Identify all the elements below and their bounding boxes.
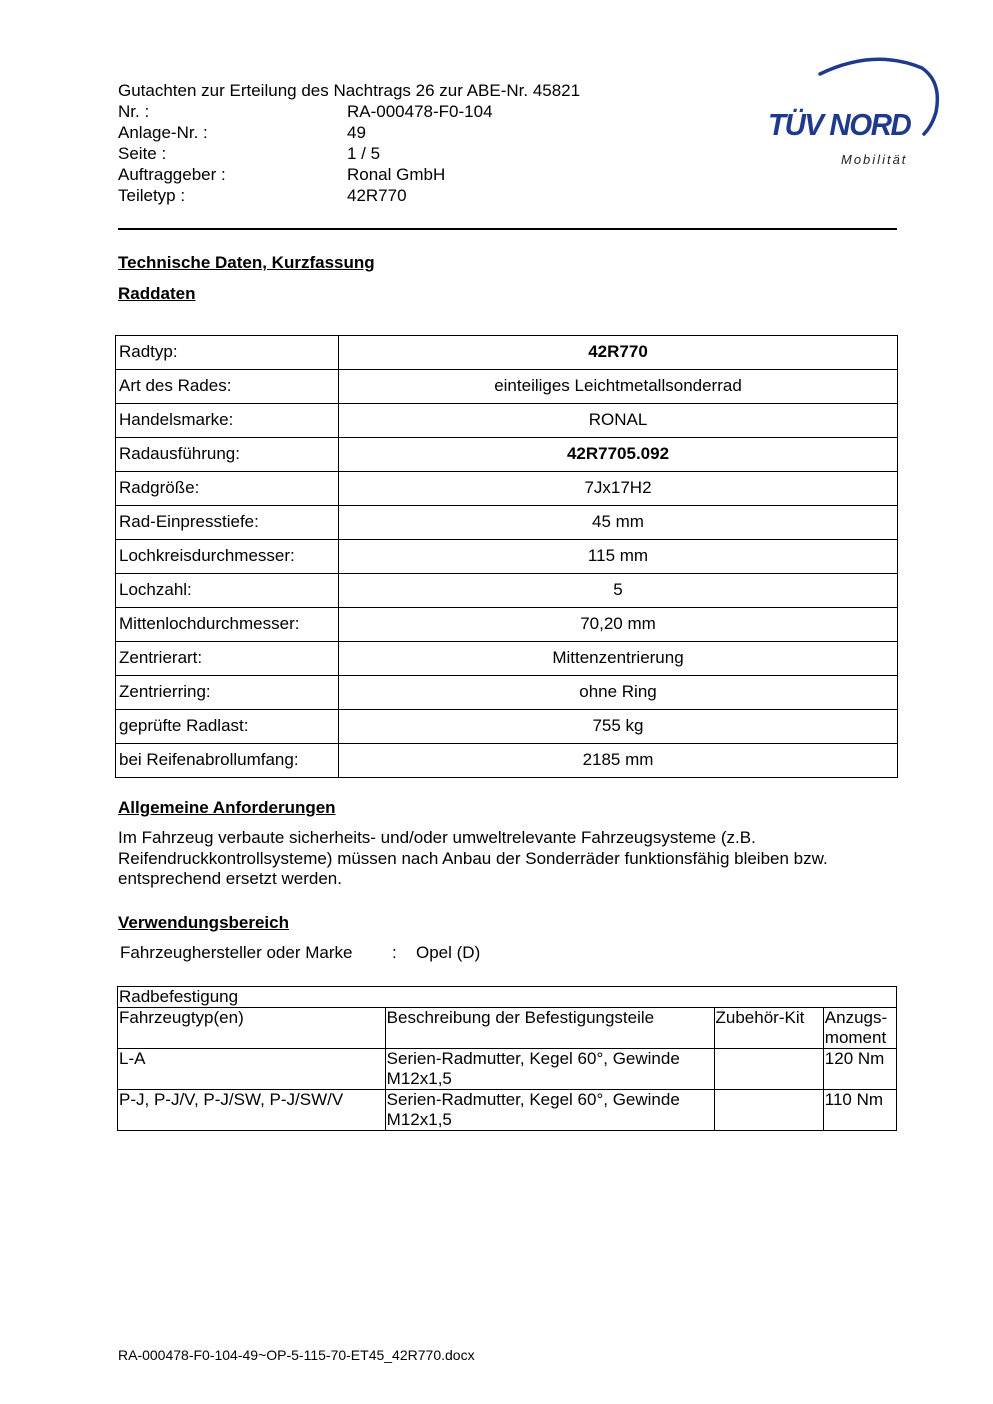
header-value: RA-000478-F0-104 xyxy=(347,101,493,121)
row-value: RONAL xyxy=(339,404,898,438)
table-row xyxy=(116,574,898,608)
table-row xyxy=(116,370,898,404)
row-value: 42R7705.092 xyxy=(339,438,898,472)
table-row xyxy=(116,608,898,642)
header-title: Gutachten zur Erteilung des Nachtrags 26 zur ABE-Nr. 45821 xyxy=(118,81,581,100)
befestigung-row xyxy=(118,1049,897,1090)
header-label: Auftraggeber : xyxy=(118,164,226,184)
table-row xyxy=(116,404,898,438)
header-row-nr xyxy=(118,102,678,123)
header-label: Anlage-Nr. : xyxy=(118,122,208,142)
fahrzeug-separator: : xyxy=(392,943,397,962)
table-row xyxy=(116,744,898,778)
header-value: 42R770 xyxy=(347,185,407,205)
row-value: 755 kg xyxy=(339,710,898,744)
fahrzeug-row xyxy=(120,943,480,964)
row-label: Lochzahl: xyxy=(116,574,339,608)
header-fahrzeugtyp: Fahrzeugtyp(en) xyxy=(118,1008,386,1049)
section-raddaten: Raddaten xyxy=(118,284,196,303)
cell-anzugsmoment: 120 Nm xyxy=(823,1049,896,1090)
footer-filename: RA-000478-F0-104-49~OP-5-115-70-ET45_42R770.docx xyxy=(118,1347,475,1363)
befestigung-title-row xyxy=(118,987,897,1008)
row-label: Lochkreisdurchmesser: xyxy=(116,540,339,574)
table-row xyxy=(116,710,898,744)
cell-beschreibung: Serien-Radmutter, Kegel 60°, Gewinde M12x1,5 xyxy=(385,1090,714,1131)
row-label: Art des Rades: xyxy=(116,370,339,404)
row-value: 115 mm xyxy=(339,540,898,574)
header-divider xyxy=(118,228,897,230)
header-value: 1 / 5 xyxy=(347,143,381,163)
row-value: 7Jx17H2 xyxy=(339,472,898,506)
row-label: geprüfte Radlast: xyxy=(116,710,339,744)
header-row-seite xyxy=(118,144,678,165)
header-zubehoer-kit: Zubehör-Kit xyxy=(714,1008,823,1049)
header-value: Ronal GmbH xyxy=(347,164,446,184)
row-value: 42R770 xyxy=(339,336,898,370)
befestigung-title: Radbefestigung xyxy=(118,987,897,1008)
section-technische-daten: Technische Daten, Kurzfassung xyxy=(118,253,375,272)
row-label: Handelsmarke: xyxy=(116,404,339,438)
header-label: Teiletyp : xyxy=(118,185,186,205)
row-label: Radtyp: xyxy=(116,336,339,370)
header-anzugsmoment: Anzugs-moment xyxy=(823,1008,896,1049)
row-label: Radausführung: xyxy=(116,438,339,472)
cell-zubehoer-kit xyxy=(714,1090,823,1131)
header-value: 49 xyxy=(347,122,366,142)
cell-anzugsmoment: 110 Nm xyxy=(823,1090,896,1131)
cell-fahrzeugtyp: L-A xyxy=(118,1049,386,1090)
header-beschreibung: Beschreibung der Befestigungsteile xyxy=(385,1008,714,1049)
header-row-auftraggeber xyxy=(118,165,678,186)
header-label: Nr. : xyxy=(118,101,150,121)
table-row xyxy=(116,540,898,574)
tuv-nord-logo xyxy=(764,56,944,176)
row-value: 45 mm xyxy=(339,506,898,540)
row-value: 70,20 mm xyxy=(339,608,898,642)
row-value: einteiliges Leichtmetallsonderrad xyxy=(339,370,898,404)
row-label: bei Reifenabrollumfang: xyxy=(116,744,339,778)
cell-beschreibung: Serien-Radmutter, Kegel 60°, Gewinde M12x1,5 xyxy=(385,1049,714,1090)
befestigung-header-row xyxy=(118,1008,897,1049)
row-value: 5 xyxy=(339,574,898,608)
row-label: Zentrierart: xyxy=(116,642,339,676)
logo-wordmark: TÜV NORD xyxy=(768,107,911,142)
table-row xyxy=(116,472,898,506)
raddaten-table xyxy=(115,335,898,778)
befestigung-row xyxy=(118,1090,897,1131)
header-row-anlage xyxy=(118,123,678,144)
table-row xyxy=(116,438,898,472)
allgemeine-text: Im Fahrzeug verbaute sicherheits- und/oder umweltrelevante Fahrzeugsysteme (z.B. Reifendruckkontrollsysteme) müssen nach Anbau der Sonderräder funktionsfähig bleiben bzw. entsprechend ersetzt werden. xyxy=(118,828,828,889)
table-row xyxy=(116,506,898,540)
row-label: Zentrierring: xyxy=(116,676,339,710)
logo-subtitle: Mobilität xyxy=(841,152,908,167)
section-verwendung: Verwendungsbereich xyxy=(118,913,289,932)
befestigung-table xyxy=(117,986,897,1131)
row-label: Radgröße: xyxy=(116,472,339,506)
table-row xyxy=(116,336,898,370)
row-value: ohne Ring xyxy=(339,676,898,710)
row-label: Mittenlochdurchmesser: xyxy=(116,608,339,642)
row-label: Rad-Einpresstiefe: xyxy=(116,506,339,540)
cell-zubehoer-kit xyxy=(714,1049,823,1090)
table-row xyxy=(116,642,898,676)
section-allgemeine: Allgemeine Anforderungen xyxy=(118,798,336,817)
header-label: Seite : xyxy=(118,143,167,163)
header-row-teiletyp xyxy=(118,186,678,207)
document-header xyxy=(118,81,678,207)
cell-fahrzeugtyp: P-J, P-J/V, P-J/SW, P-J/SW/V xyxy=(118,1090,386,1131)
fahrzeug-value: Opel (D) xyxy=(416,943,481,962)
row-value: Mittenzentrierung xyxy=(339,642,898,676)
table-row xyxy=(116,676,898,710)
row-value: 2185 mm xyxy=(339,744,898,778)
fahrzeug-label: Fahrzeughersteller oder Marke xyxy=(120,943,353,962)
